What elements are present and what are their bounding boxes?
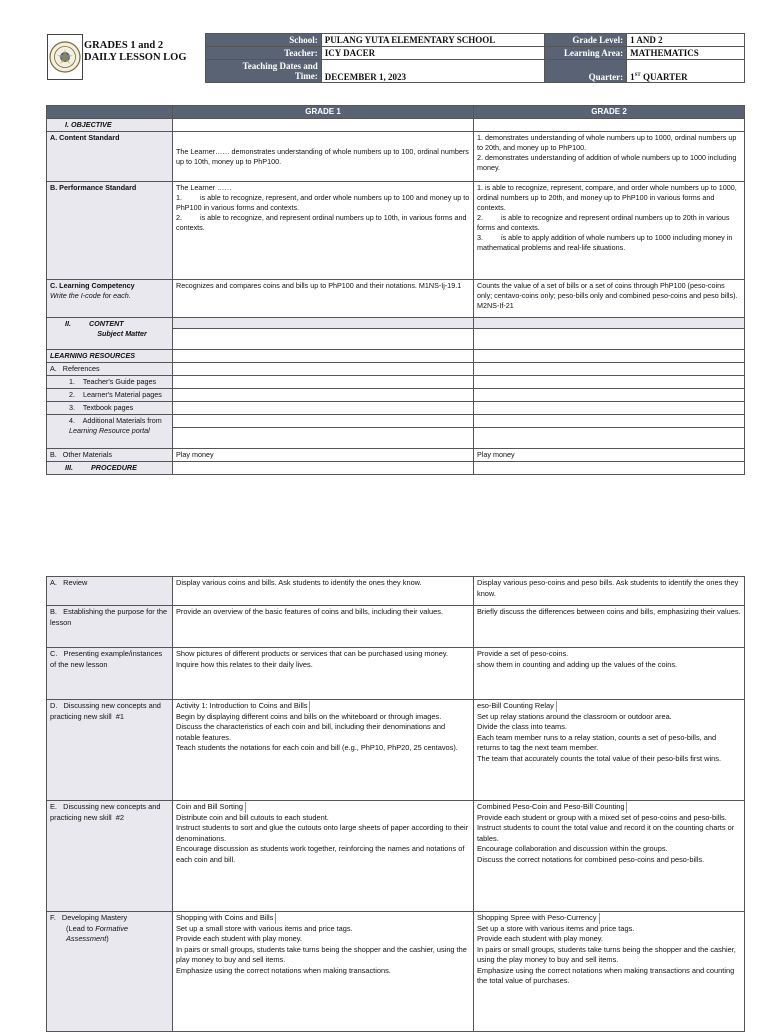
quarter-suffix: ST (634, 73, 641, 78)
performance-g2-item-1: 1. is able to recognize, represent, compare, and order whole numbers up to 1000, ordinal numbers up to 20th, and money up to PhP100 in various forms and contexts. (477, 183, 737, 212)
mastery-g2-line-1: Set up a store with various items and price tags. (477, 923, 635, 933)
concepts1-g1-title: Activity 1: Introduction to Coins and Bills (176, 701, 310, 712)
performance-g1-item-1: 1. is able to recognize, represent, and order whole numbers up to 100 and money up to PhP100 in various forms and contexts. (176, 193, 472, 212)
ref4-g1 (173, 428, 474, 449)
mastery-label (47, 912, 173, 1032)
deped-seal (47, 34, 83, 80)
concepts2-g1-title: Coin and Bill Sorting (176, 802, 246, 813)
school-label: School: (206, 34, 322, 47)
ref-additional-materials (47, 415, 173, 449)
objective-g2 (474, 119, 745, 132)
ref-learners-material: 2. Learner's Material pages (47, 389, 173, 402)
other-materials-g1: Play money (173, 449, 474, 462)
ref1-g2 (474, 376, 745, 389)
presenting-label: C. Presenting example/instances of the new lesson (47, 648, 173, 700)
concepts2-g2-line-2: Instruct students to count the total value and record it on the counting charts or tables. (477, 823, 735, 843)
mastery-g2-line-4: Emphasize using the correct notations when making transactions and counting the total value of purchases. (477, 965, 735, 985)
performance-g1-item-2: 2. is able to recognize, and represent ordinal numbers up to 10th, in various forms and contexts. (176, 213, 469, 232)
other-materials-label: B. Other Materials (47, 449, 173, 462)
mastery-label-sub (50, 924, 169, 945)
concepts2-g1 (173, 801, 474, 912)
content-g2 (474, 329, 745, 350)
concepts2-g2-line-1: Provide each student or group with a mixed set of peso-coins and peso-bills. (477, 812, 727, 822)
concepts2-g1-line-2: Instruct students to sort and glue the cutouts onto large sheets of paper according to their denominations. (176, 823, 469, 843)
competency-g1: Recognizes and compares coins and bills up to PhP100 and their notations. M1NS-Ij-19.1 (173, 280, 474, 318)
content-standard-label: A. Content Standard (47, 132, 173, 182)
concepts2-g2-title: Combined Peso-Coin and Peso-Bill Counting (477, 802, 627, 813)
concepts1-g2 (474, 700, 745, 801)
grade-level-label: Grade Level: (545, 34, 627, 47)
mastery-label-main: F. Developing Mastery (50, 913, 128, 922)
teacher-label: Teacher: (206, 47, 322, 60)
review-g2: Display various peso-coins and peso bills. Ask students to identify the ones they know. (474, 577, 745, 606)
quarter-label: Quarter: (545, 60, 627, 83)
mastery-g2 (474, 912, 745, 1032)
presenting-g1: Show pictures of different products or services that can be purchased using money. Inquire how this relates to their daily lives. (173, 648, 474, 700)
objective-heading: I. OBJECTIVE (47, 119, 173, 132)
teacher-value: ICY DACER (321, 47, 545, 60)
concepts2-label: E. Discussing new concepts and practicing new skill #2 (47, 801, 173, 912)
performance-g2-item-2: 2. is able to recognize and represent ordinal numbers up to 20th in various forms and contexts. (477, 213, 732, 232)
quarter-word: QUARTER (640, 72, 688, 82)
mastery-g1-title: Shopping with Coins and Bills (176, 913, 276, 924)
grade-level-value: 1 AND 2 (627, 34, 745, 47)
resources-g1 (173, 350, 474, 363)
ref4-g2-top (474, 415, 745, 428)
references-g1 (173, 363, 474, 376)
competency-label: C. Learning Competency (50, 281, 135, 290)
presenting-g2-line-2: show them in counting and adding up the values of the coins. (477, 659, 678, 669)
competency-label-cell (47, 280, 173, 318)
mastery-g2-title: Shopping Spree with Peso-Currency (477, 913, 600, 924)
ref3-g2 (474, 402, 745, 415)
mastery-lead: (Lead to (66, 923, 96, 933)
quarter-value (627, 60, 745, 83)
ref4-portal: Learning Resource portal (69, 426, 150, 435)
header-info-table (205, 33, 745, 83)
objectives-table (46, 105, 745, 475)
content-sub: Subject Matter (97, 329, 147, 338)
content-standard-g2 (474, 132, 745, 182)
content-standard-g1: The Learner…… demonstrates understanding of whole numbers up to 100, ordinal numbers up to 10th, money up to PhP100. (173, 132, 474, 182)
performance-standard-label: B. Performance Standard (47, 182, 173, 280)
content-g1 (173, 329, 474, 350)
procedure-g2 (474, 462, 745, 475)
concepts1-g1-line-2: Discuss the characteristics of each coin and bill, including their denominations and notable features. (176, 722, 446, 742)
review-label: A. Review (47, 577, 173, 606)
content-label-cell (47, 318, 173, 350)
resources-g2 (474, 350, 745, 363)
ref4-g1-top (173, 415, 474, 428)
performance-standard-g1 (173, 182, 474, 280)
mastery-g1-line-2: Provide each student with play money. (176, 934, 302, 943)
ref2-g1 (173, 389, 474, 402)
other-materials-g2: Play money (474, 449, 745, 462)
date-value: DECEMBER 1, 2023 (321, 60, 545, 83)
objective-g1 (173, 119, 474, 132)
concepts1-g1 (173, 700, 474, 801)
procedure-heading: III. PROCEDURE (47, 462, 173, 475)
purpose-label: B. Establishing the purpose for the lesson (47, 606, 173, 648)
log-title (84, 40, 187, 64)
concepts2-g1-line-3: Encourage discussion as students work together, reinforcing the names and notations of each coin and bill. (176, 844, 465, 864)
performance-g1-intro: The Learner …… (176, 183, 232, 192)
content-standard-g2-1: 1. demonstrates understanding of whole numbers up to 1000, ordinal numbers up to 20th, and money up to PhP100. (477, 133, 737, 152)
title-line-2: DAILY LESSON LOG (84, 52, 187, 63)
concepts1-g1-line-3: Teach students the notations for each coin and bill (e.g., PhP10, PhP20, 25 centavos). (176, 743, 458, 752)
ref4-g2 (474, 428, 745, 449)
school-value: PULANG YUTA ELEMENTARY SCHOOL (321, 34, 545, 47)
dates-label (206, 60, 322, 83)
concepts1-g2-title: eso-Bill Counting Relay (477, 701, 557, 712)
performance-standard-g2 (474, 182, 745, 280)
review-g1: Display various coins and bills. Ask students to identify the ones they know. (173, 577, 474, 606)
ref-teachers-guide: 1. Teacher's Guide pages (47, 376, 173, 389)
procedure-g1 (173, 462, 474, 475)
mastery-close: ) (106, 934, 109, 943)
concepts1-g2-line-2: Divide the class into teams. (477, 722, 567, 731)
mastery-g1 (173, 912, 474, 1032)
learning-area-value: MATHEMATICS (627, 47, 745, 60)
concepts1-g2-line-1: Set up relay stations around the classroom or outdoor area. (477, 711, 672, 721)
learning-area-label: Learning Area: (545, 47, 627, 60)
concepts2-g2 (474, 801, 745, 912)
quarter-number: 1 (630, 72, 635, 82)
mastery-g1-line-1: Set up a small store with various items and price tags. (176, 923, 353, 933)
mastery-g2-line-3: In pairs or small groups, students take turns being the shopper and the cashier, using the play money to buy and sell items. (477, 944, 736, 964)
ref3-g1 (173, 402, 474, 415)
concepts2-g2-line-4: Discuss the correct notations for combined peso-coins and peso-bills. (477, 854, 705, 864)
procedures-table (46, 576, 745, 1032)
ref1-g1 (173, 376, 474, 389)
references-g2 (474, 363, 745, 376)
concepts1-g2-line-4: The team that accurately counts the total value of their peso-bills first wins. (477, 753, 722, 763)
blank-header-cell (47, 106, 173, 119)
title-line-1: GRADES 1 and 2 (84, 40, 164, 51)
ref-textbook: 3. Textbook pages (47, 402, 173, 415)
performance-g2-item-3: 3. is able to apply addition of whole numbers up to 1000 including money in mathematical problems and real-life situations. (477, 233, 735, 252)
dates-label-line-2: Time: (294, 71, 318, 81)
concepts1-label: D. Discussing new concepts and practicing new skill #1 (47, 700, 173, 801)
content-g2-top (474, 318, 745, 329)
ref2-g2 (474, 389, 745, 402)
purpose-g1: Provide an overview of the basic features of coins and bills, including their values. (173, 606, 474, 648)
ref4-text: 4. Additional Materials from (69, 416, 164, 425)
purpose-g2: Briefly discuss the differences between coins and bills, emphasizing their values. (474, 606, 745, 648)
presenting-g2-line-1: Provide a set of peso-coins. (477, 649, 569, 658)
presenting-g2 (474, 648, 745, 700)
mastery-g1-line-3: In pairs or small groups, students take turns being the shopper and the cashier, using the play money to buy and sell items. (176, 944, 467, 964)
dates-label-line-1: Teaching Dates and (242, 61, 318, 71)
references-label: A. References (47, 363, 173, 376)
concepts2-g1-line-1: Distribute coin and bill cutouts to each student. (176, 812, 329, 822)
content-g1-top (173, 318, 474, 329)
deped-seal-icon (48, 35, 82, 79)
mastery-g1-line-4: Emphasize using the correct notations when making transactions. (176, 965, 391, 975)
mastery-g2-line-2: Provide each student with play money. (477, 934, 603, 943)
concepts2-g2-line-3: Encourage collaboration and discussion within the groups. (477, 844, 668, 853)
competency-g2: Counts the value of a set of bills or a set of coins through PhP100 (peso-coins only; centavo-coins only; peso-bills only and combined peso-coins and peso bills). M2NS-If-21 (474, 280, 745, 318)
concepts1-g2-line-3: Each team member runs to a relay station, counts a set of peso-bills, and returns to tag the next team member. (477, 732, 717, 752)
competency-sub: Write the I-code for each. (50, 291, 131, 300)
grade1-header: GRADE 1 (173, 106, 474, 119)
content-standard-g2-2: 2. demonstrates understanding of addition of whole numbers up to 1000 including money. (477, 153, 737, 172)
content-label: II. CONTENT (65, 319, 124, 328)
resources-label: LEARNING RESOURCES (47, 350, 173, 363)
grade2-header: GRADE 2 (474, 106, 745, 119)
concepts1-g1-line-1: Begin by displaying different coins and bills on the whiteboard or through images. (176, 711, 442, 721)
mastery-formative: Formative Assessment (66, 923, 129, 943)
